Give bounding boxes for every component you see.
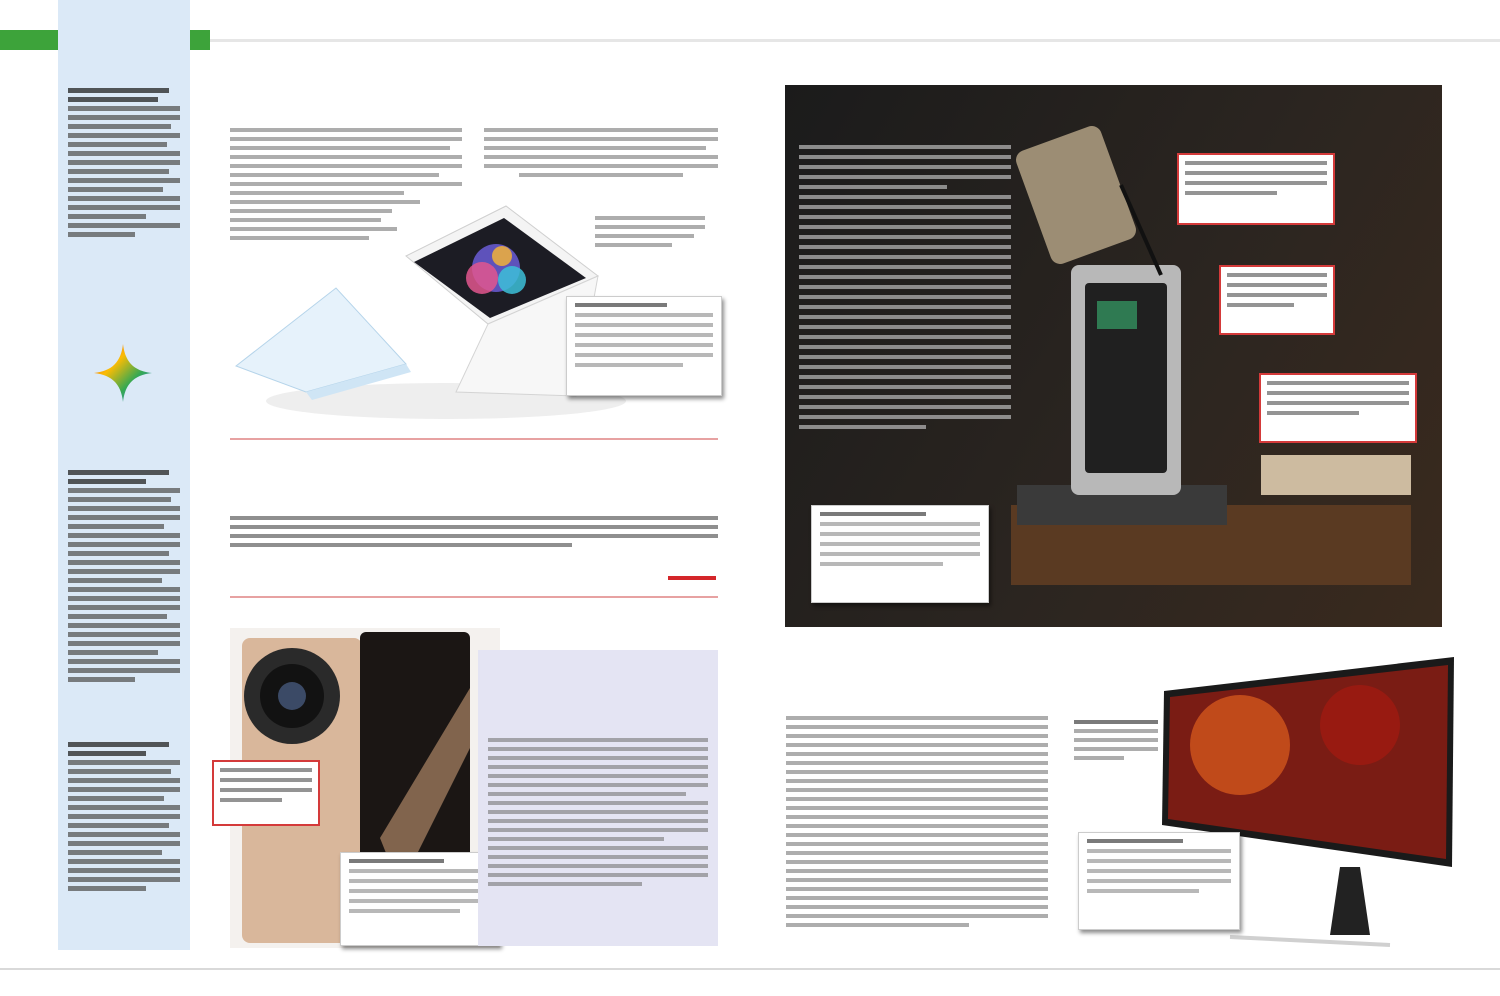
- phone-spec-box: [340, 852, 500, 946]
- footer-rule: [0, 968, 1500, 970]
- sidebar-text-block-1: [58, 88, 190, 241]
- sidebar-text-block-2: [58, 470, 190, 686]
- stat-bottom-rule: [230, 596, 718, 598]
- laptop-spec-box: [566, 296, 722, 396]
- battery-spec-box: [811, 505, 989, 603]
- battery-callout-3: [1259, 373, 1417, 443]
- stat-top-rule: [230, 438, 718, 440]
- laptop-caption: [595, 216, 705, 252]
- battery-article-panel: [785, 85, 1442, 627]
- phone-callout: [212, 760, 320, 826]
- sidebar-text-block-3: [58, 742, 190, 895]
- news-sidebar: [58, 0, 190, 950]
- header-rule: [210, 39, 1500, 42]
- section-header-bar: [0, 30, 1500, 50]
- monitor-caption: [1074, 720, 1158, 765]
- phone-body: [488, 738, 708, 891]
- battery-callout-2: [1219, 265, 1335, 335]
- battery-callout-1: [1177, 153, 1335, 225]
- stat-source: [668, 576, 716, 580]
- laptop-body-col-2: [484, 128, 718, 182]
- stat-body: [230, 516, 718, 552]
- battery-body: [799, 145, 1011, 435]
- phone-text-panel: [478, 650, 718, 946]
- monitor-spec-box: [1078, 832, 1240, 930]
- monitor-body: [786, 716, 1048, 932]
- gemini-logo-icon: [92, 342, 154, 404]
